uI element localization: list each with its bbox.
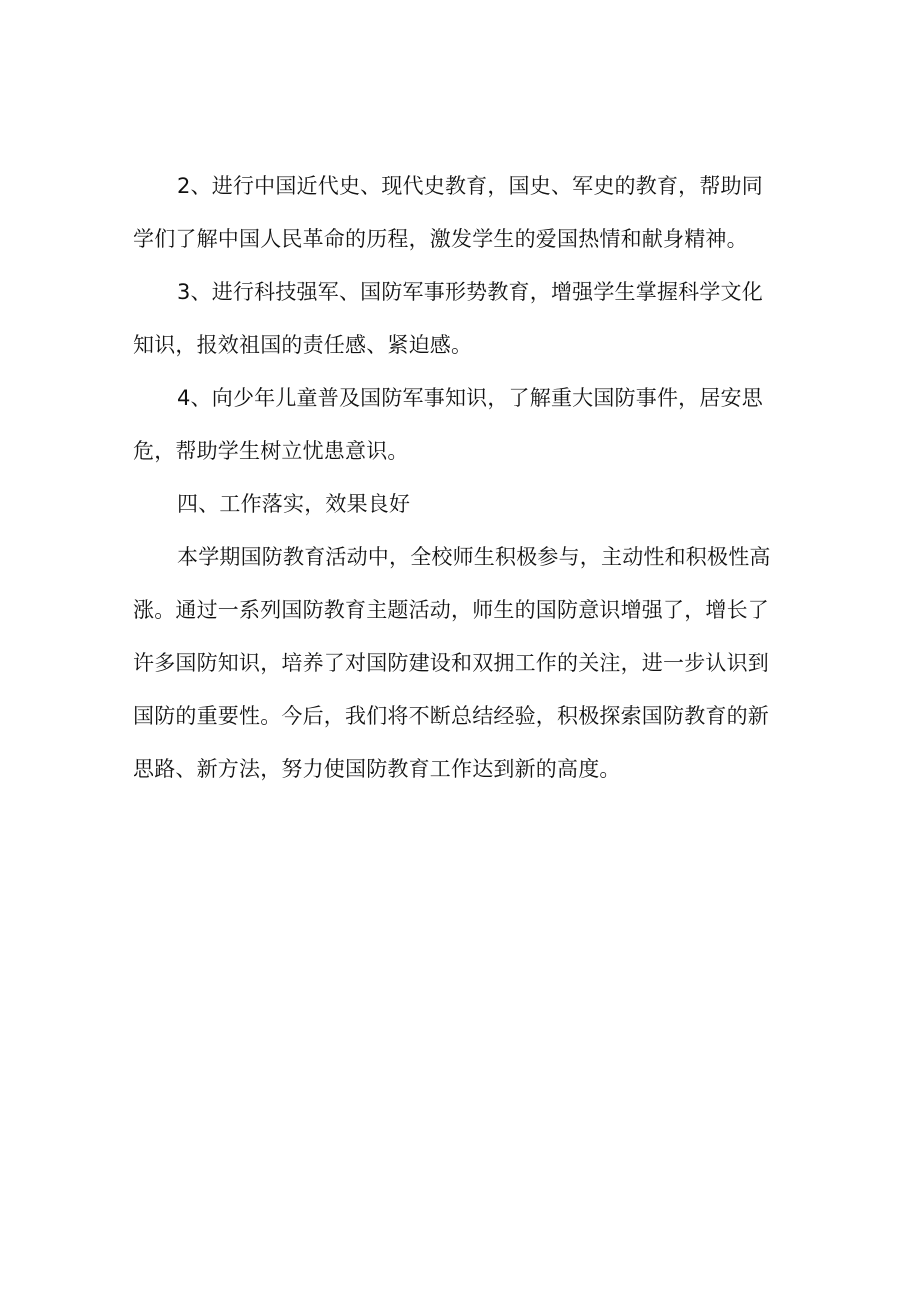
paragraph-line: 本学期国防教育活动中，全校师生积极参与，主动性和积极性高 xyxy=(177,545,771,569)
paragraph-line: 思路、新方法，努力使国防教育工作达到新的高度。 xyxy=(133,757,621,781)
paragraph-line: 危，帮助学生树立忧患意识。 xyxy=(133,439,409,463)
document-body xyxy=(133,160,793,796)
paragraph-line: 2、进行中国近代史、现代史教育，国史、军史的教育，帮助同 xyxy=(177,174,763,198)
paragraph-line: 涨。通过一系列国防教育主题活动，师生的国防意识增强了，增长了 xyxy=(133,598,769,622)
section-heading xyxy=(133,478,793,531)
paragraph-line: 国防的重要性。今后，我们将不断总结经验，积极探索国防教育的新 xyxy=(133,704,769,728)
paragraph-line: 学们了解中国人民革命的历程，激发学生的爱国热情和献身精神。 xyxy=(133,227,748,251)
paragraph-item-2 xyxy=(133,160,793,266)
section-heading-text: 四、工作落实，效果良好 xyxy=(177,492,411,516)
paragraph-line: 3、进行科技强军、国防军事形势教育，增强学生掌握科学文化 xyxy=(177,280,763,304)
paragraph-summary xyxy=(133,531,793,796)
paragraph-item-4 xyxy=(133,372,793,478)
paragraph-line: 4、向少年儿童普及国防军事知识，了解重大国防事件，居安思 xyxy=(177,386,763,410)
paragraph-line: 知识，报效祖国的责任感、紧迫感。 xyxy=(133,333,473,357)
paragraph-item-3 xyxy=(133,266,793,372)
paragraph-line: 许多国防知识，培养了对国防建设和双拥工作的关注，进一步认识到 xyxy=(133,651,769,675)
